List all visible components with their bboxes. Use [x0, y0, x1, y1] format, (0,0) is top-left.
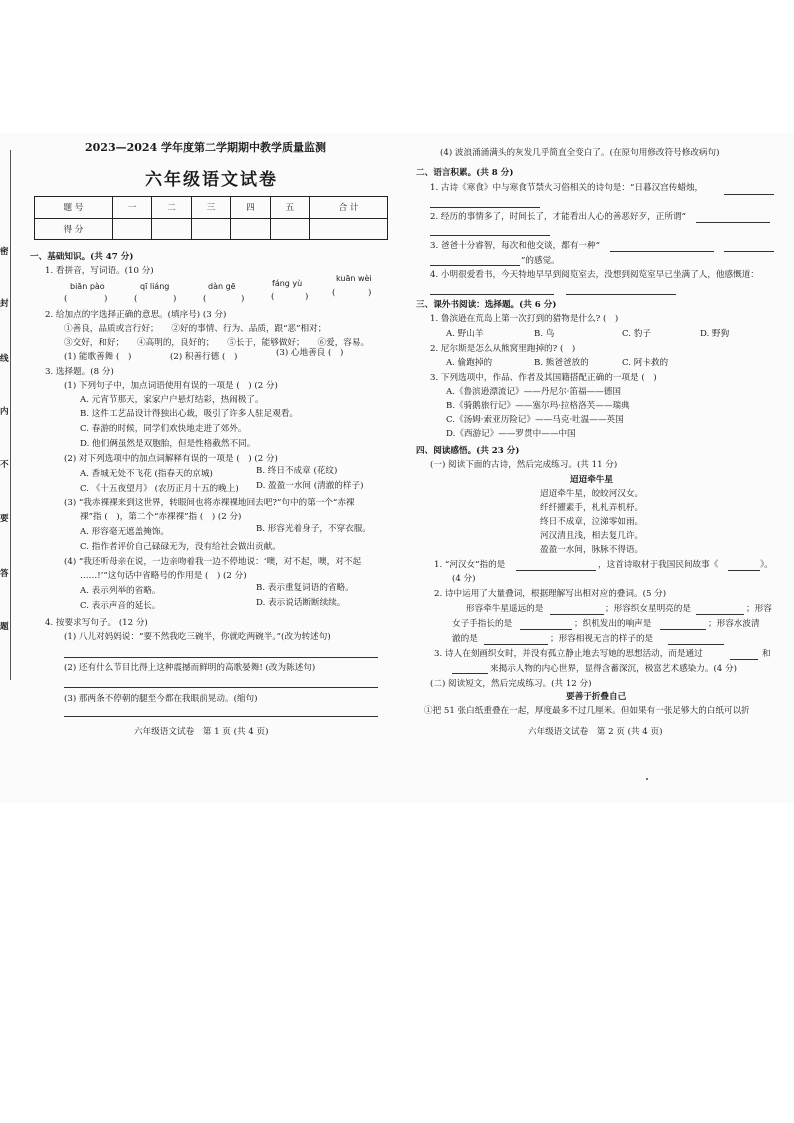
answer-line[interactable] [64, 716, 378, 717]
paper-title: 六年级语文试卷 [145, 170, 278, 190]
section-heading: 二、语言积累。(共 8 分) [416, 168, 514, 178]
sub-section: (一) 阅读下面的古诗，然后完成练习。(共 11 分) [430, 460, 618, 470]
option: B. 形容光着身子，不穿衣服。 [256, 524, 371, 534]
answer-paren: ) [241, 294, 245, 304]
answer-line[interactable] [520, 629, 572, 630]
sub-question: (4) 波浪涌涌满头的灰发几乎简直全变白了。(在原句用修改符号修改病句) [440, 148, 720, 158]
answer-paren: ) [368, 288, 372, 298]
question: ；形容织女星明亮的是 [605, 604, 691, 614]
score-header: 题 号 [35, 197, 113, 219]
exam-title: 2023—2024 学年度第二学期期中教学质量监测 [85, 141, 327, 154]
answer-line[interactable] [430, 235, 550, 236]
score-header: 合 计 [310, 197, 388, 219]
answer-line[interactable] [724, 251, 774, 252]
question: 》。 [760, 560, 773, 570]
option-line: ①善良，品质或言行好； ②好的事情、行为、品质，跟“恶”相对； [64, 324, 327, 334]
option: A. 元宵节那天，家家户户悬灯结彩，热闹极了。 [80, 395, 264, 405]
option-line: (3) 心地善良 ( ) [276, 348, 344, 358]
option: D. 他们俩虽然是双胞胎，但是性格截然不同。 [80, 439, 256, 449]
sub-question: (3) “我赤裸裸来到这世界，转眼间也将赤裸裸地回去吧?”句中的第一个“赤裸 [64, 498, 355, 508]
question: 1. 古诗《寒食》中与寒食节禁火习俗相关的诗句是：“日暮汉宫传蜡烛， [430, 183, 704, 193]
question: ；织机发出的响声是 [574, 619, 652, 629]
question: ；形容相视无言的样子的是 [550, 634, 654, 644]
sub-question: 裸”指 ( )，第二个“赤裸裸”指 ( ) (2 分) [80, 512, 242, 522]
section-heading: 三、课外书阅读：选择题。(共 6 分) [416, 300, 557, 310]
option: A. 表示列举的省略。 [80, 586, 161, 596]
score-cell[interactable] [310, 218, 388, 240]
score-header: 一 [112, 197, 151, 219]
option: B. 这件工艺品设计得独出心裁，吸引了许多人驻足观看。 [80, 409, 299, 419]
option: B. 熊爸爸放的 [534, 358, 589, 368]
option: A.《鲁滨逊漂流记》——丹尼尔·笛福——德国 [446, 387, 621, 397]
question: 1. 鲁滨逊在荒岛上第一次打到的猎物是什么? ( ) [430, 314, 619, 324]
question: 来揭示人物的内心世界，显得含蓄深沉，极富艺术感染力。(4 分) [490, 664, 737, 674]
option: C. 阿卡救的 [622, 358, 669, 368]
question: 3. 爸爸十分睿智，每次和他交谈，都有一种“ [430, 241, 601, 251]
score-header: 三 [191, 197, 230, 219]
answer-line[interactable] [668, 644, 724, 645]
answer-line[interactable] [566, 294, 676, 295]
option: A. 香城无处不飞花 (指春天的京城) [80, 469, 213, 479]
poem-line: 盈盈一水间，脉脉不得语。 [540, 545, 644, 555]
question: 2. 诗中运用了大量叠词，根据理解写出相对应的叠词。(5 分) [434, 589, 667, 599]
question: 2. 尼尔斯是怎么从熊窝里跑掉的? ( ) [430, 344, 576, 354]
poem-line: 纤纤擢素手，札札弄机杼。 [540, 503, 644, 513]
answer-paren: ( [332, 288, 336, 298]
answer-line[interactable] [550, 614, 604, 615]
answer-line[interactable] [430, 294, 554, 295]
seal-char: 线 [0, 354, 9, 364]
question: (4 分) [452, 574, 476, 584]
pinyin: biān pào [70, 282, 105, 291]
seal-char: 密 [0, 247, 9, 257]
sub-question: (2) 对下列选项中的加点词解释有误的一项是 ( ) (2 分) [64, 454, 278, 464]
sub-question: (4) “我还听母亲在说，一边亲吻着我一边不停地说：‘噢，对不起，噢，对不起 [64, 557, 362, 567]
seal-char: 要 [0, 514, 9, 524]
sub-question: ……!’”这句话中省略号的作用是 ( ) (2 分) [80, 571, 247, 581]
option: B.《骑鹅旅行记》——塞尔玛·拉格洛芙——瑞典 [446, 401, 630, 411]
option-line: ③交好，和好； ④高明的，良好的； ⑤长于，能够做好； ⑥爱，容易。 [64, 338, 370, 348]
pinyin: dàn gē [208, 282, 236, 291]
poem-line: 迢迢牵牛星，皎皎河汉女。 [540, 489, 644, 499]
answer-line[interactable] [516, 570, 596, 571]
pinyin: qī liáng [140, 282, 170, 291]
seal-char: 封 [0, 299, 9, 309]
score-cell[interactable] [112, 218, 151, 240]
option: C. 豹子 [622, 329, 651, 339]
question: 形容牵牛星遥远的是 [466, 604, 544, 614]
answer-line[interactable] [696, 614, 744, 615]
option: C. 春游的时候，同学们欢快地走进了郊外。 [80, 424, 247, 434]
answer-paren: ( [134, 294, 138, 304]
answer-line[interactable] [696, 222, 770, 223]
sub-question: (3) 那两条不停朝的腿至今都在我眼前晃动。(缩句) [64, 694, 258, 704]
option: A. 野山羊 [446, 329, 484, 339]
option: C. 表示声音的延长。 [80, 601, 161, 611]
option: A. 偷跑掉的 [446, 358, 493, 368]
question: 4. 小明很爱看书，今天特地早早到阅览室去，没想到阅览室早已坐满了人，他感慨道： [430, 270, 759, 280]
option: D. 表示说话断断续续。 [256, 598, 346, 608]
score-cell[interactable] [152, 218, 191, 240]
score-cell[interactable] [231, 218, 270, 240]
answer-paren: ) [104, 294, 108, 304]
question: 1. 看拼音，写词语。(10 分) [45, 266, 154, 276]
option: D. 野狗 [700, 329, 730, 339]
answer-line[interactable] [610, 251, 714, 252]
essay-paragraph: ①把 51 张白纸重叠在一起，厚度最多不过几厘米。但如果有一张足够大的白纸可以折 [424, 706, 750, 716]
score-row-label: 得 分 [35, 218, 113, 240]
answer-line[interactable] [660, 629, 706, 630]
page-footer: 六年级语文试卷 第 2 页 (共 4 页) [528, 727, 663, 737]
pinyin: fáng yù [272, 279, 303, 288]
seal-char: 答 [0, 569, 9, 579]
pinyin: kuān wèi [336, 274, 372, 283]
answer-paren: ) [305, 292, 309, 302]
question: 3. 选择题。(8 分) [45, 367, 114, 377]
sub-question: (1) 八儿对妈妈说：“要不然我吃三碗半，你就吃两碗半。”(改为转述句) [64, 632, 331, 642]
poem-title: 迢迢牵牛星 [570, 475, 613, 485]
option: A. 形容毫无遮盖掩饰。 [80, 527, 170, 537]
sub-question: (2) 还有什么节目比得上这种震撼而鲜明的高歌晏舞! (改为陈述句) [64, 663, 316, 673]
question: 和 [762, 649, 771, 659]
answer-line[interactable] [64, 657, 378, 658]
answer-line[interactable] [730, 659, 758, 660]
option: C. 《十五夜望月》 (农历正月十五的晚上) [80, 484, 239, 494]
question: 2. 给加点的字选择正确的意思。(填序号) (3 分) [45, 310, 227, 320]
score-cell[interactable] [191, 218, 230, 240]
seal-line [10, 150, 11, 680]
seal-char: 题 [0, 622, 9, 632]
score-table [34, 196, 388, 240]
answer-line[interactable] [430, 207, 540, 208]
sub-section: (二) 阅读短文，然后完成练习。(共 12 分) [430, 679, 592, 689]
question: 3. 下列选项中，作品、作者及其国籍搭配正确的一项是 ( ) [430, 373, 657, 383]
score-header: 四 [231, 197, 270, 219]
answer-paren: ( [203, 294, 207, 304]
option: D.《西游记》——罗贯中——中国 [446, 429, 576, 439]
page-footer: 六年级语文试卷 第 1 页 (共 4 页) [134, 727, 269, 737]
scan-speck [646, 778, 648, 780]
score-cell[interactable] [270, 218, 309, 240]
sub-question: (1) 下列句子中，加点词语使用有误的一项是 ( ) (2 分) [64, 381, 278, 391]
question: ”的感觉。 [521, 256, 560, 266]
option: B. 表示重复词语的省略。 [256, 583, 354, 593]
option: B. 终日不成章 (花纹) [256, 466, 338, 476]
question: 1. “河汉女”指的是 [434, 560, 506, 570]
answer-line[interactable] [430, 265, 520, 266]
section-heading: 四、阅读感悟。(共 23 分) [416, 446, 520, 456]
option: C.《汤姆·索亚历险记》——马克·吐温——英国 [446, 415, 624, 425]
question: 澈的是 [452, 634, 478, 644]
question: ；形容水波清 [708, 619, 760, 629]
question: 女子手指长的是 [452, 619, 513, 629]
question: ；形容 [746, 604, 772, 614]
score-header: 五 [270, 197, 309, 219]
poem-line: 河汉清且浅，相去复几许。 [540, 531, 644, 541]
question: 2. 经历的事情多了，时间长了，才能看出人心的善恶好歹，正所谓“ [430, 212, 686, 222]
answer-line[interactable] [452, 673, 488, 674]
question: 4. 按要求写句子。 (12 分) [45, 618, 148, 628]
option-line: (2) 积善行德 ( ) [170, 352, 238, 362]
answer-paren: ) [173, 294, 177, 304]
section-heading: 一、基础知识。(共 47 分) [30, 252, 134, 262]
option: C. 指作者评价自己碌碌无为，没有给社会做出贡献。 [80, 542, 281, 552]
answer-line[interactable] [728, 570, 760, 571]
option: B. 鸟 [534, 329, 555, 339]
answer-line[interactable] [484, 644, 548, 645]
answer-paren: ( [64, 294, 68, 304]
option: D. 盈盈一水间 (清澈的样子) [256, 481, 364, 491]
question: ，这首诗取材于我国民间故事《 [598, 560, 719, 570]
poem-line: 终日不成章，泣涕零如雨。 [540, 517, 644, 527]
option-line: (1) 能歌善舞 ( ) [64, 352, 132, 362]
essay-title: 要善于折叠自己 [566, 692, 627, 702]
answer-line[interactable] [724, 194, 774, 195]
seal-char: 内 [0, 407, 9, 417]
score-header: 二 [152, 197, 191, 219]
answer-line[interactable] [64, 687, 378, 688]
answer-paren: ( [271, 292, 275, 302]
seal-char: 不 [0, 460, 9, 470]
question: 3. 诗人在刻画织女时，并没有孤立静止地去写她的思想活动，而是通过 [434, 649, 703, 659]
